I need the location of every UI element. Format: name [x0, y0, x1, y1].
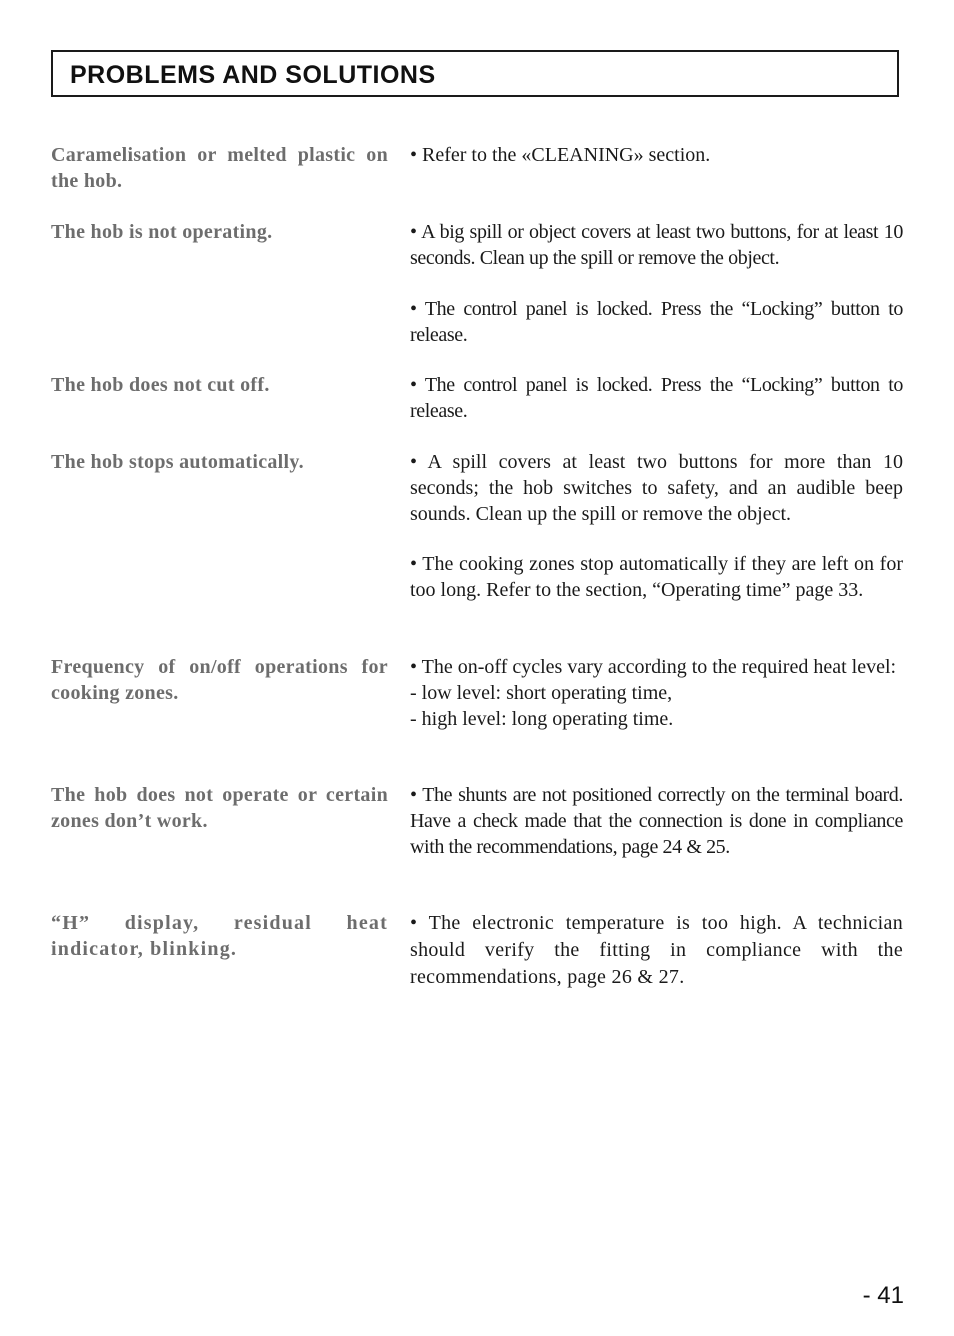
solution-hob-stops-1	[410, 449, 903, 527]
solution-text: • A spill covers at least two buttons for more than 10 seconds; the hob switches to safety, and an audible beep sounds. Clean up the spill or remove the object.	[410, 451, 903, 525]
solution-frequency-on-off	[410, 654, 903, 732]
solution-text: • The control panel is locked. Press the “Locking” button to release.	[410, 298, 903, 346]
solution-text: • The cooking zones stop automatically if they are left on for too long. Refer to the section, “Operating time” page 33.	[410, 553, 903, 601]
solution-hob-not-cut-off	[410, 372, 903, 424]
page-number: - 41	[862, 1282, 904, 1309]
problem-zones-dont-work: The hob does not operate or certain zones don’t work.	[51, 784, 388, 832]
problem-hob-not-operating: The hob is not operating.	[51, 221, 273, 243]
solution-text: • The control panel is locked. Press the “Locking” button to release.	[410, 374, 903, 422]
solution-zones-dont-work	[410, 782, 903, 860]
solution-hob-stops-2	[410, 551, 903, 603]
problem-h-display-blinking: “H” display, residual heat indicator, blinking.	[51, 912, 388, 960]
section-title-box	[51, 50, 899, 97]
solution-text: • The on-off cycles vary according to the required heat level:	[410, 656, 897, 678]
solution-subline-low: - low level: short operating time,	[410, 682, 673, 704]
solution-caramelisation	[410, 142, 903, 168]
solution-text: • Refer to the «CLEANING» section.	[410, 144, 711, 166]
solution-hob-not-operating-2	[410, 296, 903, 348]
page-title: PROBLEMS AND SOLUTIONS	[70, 61, 436, 89]
solution-text: • A big spill or object covers at least two buttons, for at least 10 seconds. Clean up the spill or remove the object.	[410, 221, 903, 269]
solution-text: • The electronic temperature is too high. A technician should verify the fitting in compliance with the recommendations, page 26 & 27.	[410, 912, 903, 988]
problem-frequency-on-off: Frequency of on/off operations for cooking zones.	[51, 656, 388, 704]
problem-hob-not-cut-off: The hob does not cut off.	[51, 374, 270, 396]
solution-text: • The shunts are not positioned correctly on the terminal board. Have a check made that the connection is done in compliance with the recommendations, page 24 & 25.	[410, 784, 903, 858]
solution-subline-high: - high level: long operating time.	[410, 708, 674, 730]
solution-h-display-blinking	[410, 910, 903, 991]
problem-hob-stops-automatically: The hob stops automatically.	[51, 451, 304, 473]
solution-hob-not-operating-1	[410, 219, 903, 271]
problem-caramelisation: Caramelisation or melted plastic on the hob.	[51, 144, 388, 192]
